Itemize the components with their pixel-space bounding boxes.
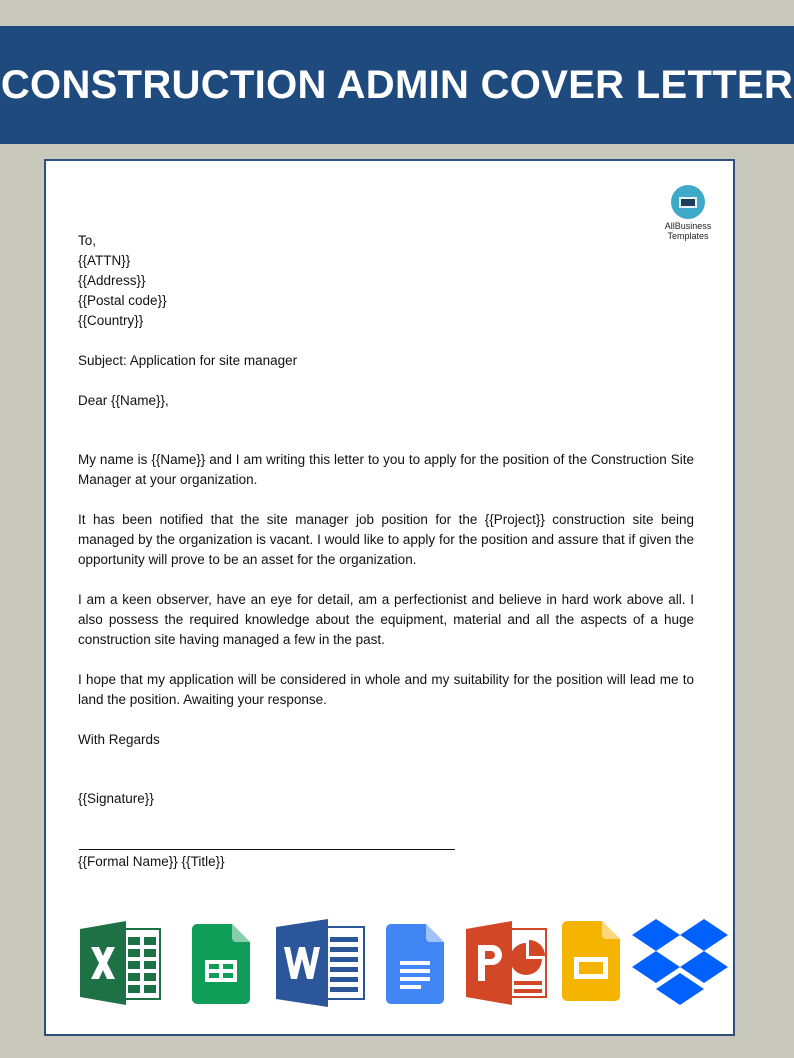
- recipient-postal-code: {{Postal code}}: [78, 293, 167, 308]
- recipient-country: {{Country}}: [78, 313, 144, 328]
- letter-page: [44, 159, 735, 1036]
- closing: With Regards: [78, 732, 160, 747]
- recipient-address: {{Address}}: [78, 273, 146, 288]
- laptop-icon: [671, 185, 705, 219]
- paragraph-2: It has been notified that the site manager job position for the {{Project}} construction site being managed by the organization is vacant. I would like to apply for the position and assure that if given the opportunity will prove to be an asset for the organization.: [78, 512, 694, 567]
- dropbox-icon[interactable]: [632, 919, 728, 1007]
- powerpoint-icon[interactable]: [464, 921, 548, 1005]
- recipient-attn: {{ATTN}}: [78, 253, 131, 268]
- page-title: CONSTRUCTION ADMIN COVER LETTER: [0, 62, 794, 107]
- word-icon[interactable]: [274, 919, 368, 1007]
- signature-line: [79, 849, 455, 850]
- formal-name: {{Formal Name}} {{Title}}: [78, 854, 225, 869]
- letter-body: [78, 231, 694, 809]
- logo-line-2: Templates: [667, 231, 709, 241]
- title-banner: [0, 26, 794, 144]
- google-sheets-icon[interactable]: [192, 924, 252, 1004]
- excel-icon[interactable]: [78, 921, 162, 1005]
- paragraph-3: I am a keen observer, have an eye for detail, am a perfectionist and believe in hard work above all. I also possess the required knowledge about the equipment, material and all the aspects of a huge construction site having managed a few in the past.: [78, 592, 694, 647]
- paragraph-4: I hope that my application will be considered in whole and my suitability for the position will lead me to land the position. Awaiting your response.: [78, 672, 694, 707]
- logo-line-1: AllBusiness: [664, 221, 712, 231]
- signature-placeholder: {{Signature}}: [78, 791, 154, 806]
- paragraph-1: My name is {{Name}} and I am writing this letter to you to apply for the position of the Construction Site Manager at your organization.: [78, 452, 694, 487]
- salutation: Dear {{Name}},: [78, 393, 169, 408]
- google-slides-icon[interactable]: [562, 921, 622, 1001]
- recipient-to: To,: [78, 233, 97, 248]
- google-docs-icon[interactable]: [386, 924, 446, 1004]
- subject-line: Subject: Application for site manager: [78, 353, 298, 368]
